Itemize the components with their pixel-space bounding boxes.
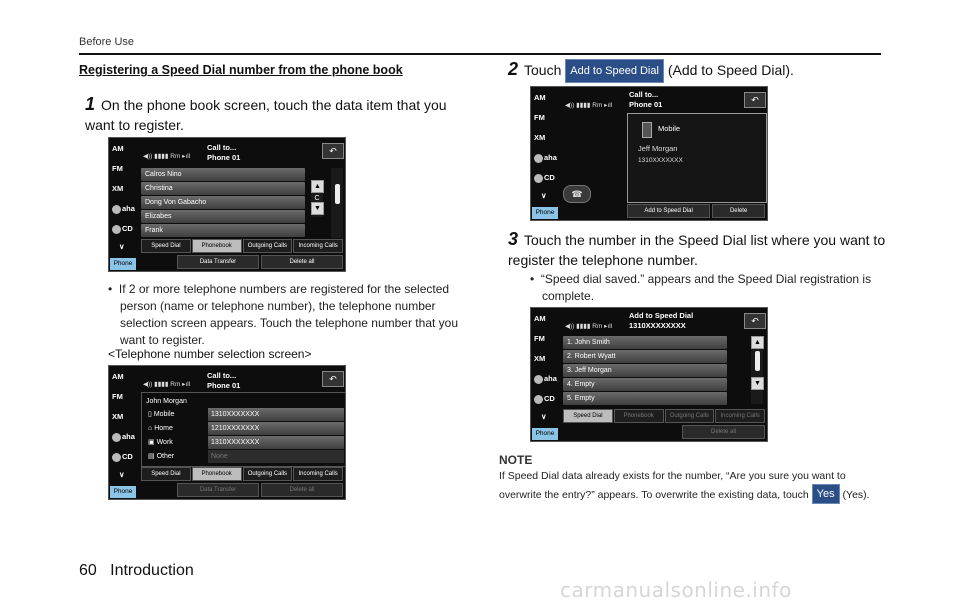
fm-icon[interactable]: FM (112, 164, 123, 173)
xm-icon[interactable]: XM (112, 184, 124, 193)
scrollbar[interactable] (751, 336, 763, 404)
cd-icon[interactable]: CD (112, 224, 133, 234)
list-item[interactable]: Frank (141, 224, 305, 237)
sidebar (531, 87, 561, 220)
cd-icon[interactable]: CD (534, 173, 555, 183)
contact-detail-popup (627, 113, 767, 203)
footer-section: Introduction (110, 562, 194, 579)
xm-icon[interactable]: XM (534, 133, 546, 142)
contact-list (141, 168, 305, 238)
number-row[interactable]: ⌂ Home 1210XXXXXXX (144, 422, 344, 435)
sidebar (531, 308, 561, 441)
more-icon[interactable]: ∨ (119, 242, 125, 251)
number-type: Mobile (658, 124, 681, 133)
speed-dial-list-screen (530, 307, 768, 442)
contact-name: John Morgan (146, 398, 187, 405)
tab-incoming-calls[interactable]: Incoming Calls (293, 467, 343, 481)
status-bar: ◀)) ▮▮▮▮ Rm ▸ıll (143, 153, 191, 160)
section-title: Registering a Speed Dial number from the phone book (79, 63, 403, 77)
number-row: ▤ Other None (144, 450, 344, 463)
more-icon[interactable]: ∨ (119, 470, 125, 479)
step-3-number: 3 (508, 229, 519, 249)
header-rule (79, 53, 881, 55)
cd-icon[interactable]: CD (534, 394, 555, 404)
scroll-down-icon[interactable]: ▼ (311, 202, 324, 215)
data-transfer-button: Data Transfer (177, 483, 259, 497)
speed-dial-list (563, 336, 727, 406)
step-1-text: On the phone book screen, touch the data item that you want to register. (85, 97, 447, 133)
data-transfer-button[interactable]: Data Transfer (177, 255, 259, 269)
screen-title: Call to... Phone 01 (629, 90, 663, 109)
status-bar: ◀)) ▮▮▮▮ Rm ▸ıll (565, 323, 613, 330)
phone-tabs (141, 467, 343, 481)
tab-outgoing-calls[interactable]: Outgoing Calls (243, 467, 293, 481)
screen-title: Add to Speed Dial 1310XXXXXXXX (629, 311, 694, 330)
scroll-thumb[interactable] (335, 184, 340, 204)
work-icon: ▣ (148, 439, 155, 446)
list-item[interactable]: Dong Von Gabacho (141, 196, 305, 209)
status-bar: ◀)) ▮▮▮▮ Rm ▸ıll (565, 102, 613, 109)
contact-detail-screen (530, 86, 768, 221)
caption-number-selection: <Telephone number selection screen> (108, 347, 312, 361)
phone-tabs (141, 239, 343, 253)
phonebook-screen (108, 137, 346, 272)
scroll-thumb[interactable] (755, 351, 760, 371)
home-icon: ⌂ (148, 425, 153, 432)
add-to-speed-dial-label: Add to Speed Dial (565, 59, 664, 83)
number-row[interactable]: ▯ Mobile 1310XXXXXXX (144, 408, 344, 421)
back-icon[interactable]: ↶ (744, 313, 766, 329)
delete-all-button: Delete all (261, 483, 343, 497)
running-header: Before Use (79, 36, 135, 48)
index-letter: C (314, 195, 320, 202)
delete-all-button: Delete all (682, 425, 765, 439)
fm-icon[interactable]: FM (112, 392, 123, 401)
mobile-icon: ▯ (148, 411, 152, 418)
fm-icon[interactable]: FM (534, 113, 545, 122)
bottom-buttons (682, 425, 765, 439)
list-item[interactable]: 4. Empty (563, 378, 727, 391)
step-2-number: 2 (508, 59, 519, 79)
tab-speed-dial[interactable]: Speed Dial (563, 409, 613, 423)
other-icon: ▤ (148, 453, 155, 460)
am-icon[interactable]: AM (534, 93, 546, 102)
list-item[interactable]: 2. Robert Wyatt (563, 350, 727, 363)
phone-tab[interactable]: Phone (110, 258, 136, 270)
bullet-3: • “Speed dial saved.” appears and the Speed Dial registration is complete. (530, 272, 872, 303)
list-item[interactable]: 5. Empty (563, 392, 727, 405)
sidebar (109, 366, 139, 499)
step-1-number: 1 (85, 94, 96, 114)
scroll-track[interactable] (331, 168, 343, 238)
page-footer (79, 562, 194, 580)
back-icon[interactable]: ↶ (744, 92, 766, 108)
cd-icon[interactable]: CD (112, 452, 133, 462)
watermark: carmanualsonline.info (560, 578, 792, 602)
bullet-1: • If 2 or more telephone numbers are registered for the selected person (name or telephone number), the telephone number selection screen appears. Touch the telephone number that you want to register. (108, 282, 459, 347)
tab-speed-dial[interactable]: Speed Dial (141, 467, 191, 481)
contact-name: Jeff Morgan (638, 144, 678, 153)
list-item[interactable]: Calros Nino (141, 168, 305, 181)
phone-tab[interactable]: Phone (532, 428, 558, 440)
delete-button[interactable]: Delete (712, 204, 765, 218)
tab-phonebook[interactable]: Phonebook (192, 239, 242, 253)
yes-label: Yes (812, 484, 840, 504)
screen-title: Call to... Phone 01 (207, 371, 241, 390)
list-item[interactable]: 1. John Smith (563, 336, 727, 349)
aha-icon[interactable]: aha (112, 204, 135, 214)
scroll-down-icon[interactable]: ▼ (751, 377, 764, 390)
tab-incoming-calls: Incoming Calls (715, 409, 765, 423)
tab-outgoing-calls: Outgoing Calls (665, 409, 715, 423)
aha-icon[interactable]: aha (534, 153, 557, 163)
bottom-buttons (177, 255, 343, 269)
note-title: NOTE (499, 453, 533, 467)
xm-icon[interactable]: XM (112, 412, 124, 421)
tab-phonebook: Phonebook (614, 409, 664, 423)
am-icon[interactable]: AM (112, 144, 124, 153)
scrollbar[interactable] (311, 180, 323, 217)
more-icon[interactable]: ∨ (541, 412, 547, 421)
number-selection-screen (108, 365, 346, 500)
delete-all-button[interactable]: Delete all (261, 255, 343, 269)
back-icon[interactable]: ↶ (322, 143, 344, 159)
aha-icon[interactable]: aha (534, 374, 557, 384)
sidebar (109, 138, 139, 271)
list-item[interactable]: Christina (141, 182, 305, 195)
aha-icon[interactable]: aha (112, 432, 135, 442)
list-item[interactable]: 3. Jeff Morgan (563, 364, 727, 377)
screen-title: Call to... Phone 01 (207, 143, 241, 162)
scroll-up-icon[interactable]: ▲ (311, 180, 324, 193)
number-panel (141, 392, 346, 467)
fm-icon[interactable]: FM (534, 334, 545, 343)
am-icon[interactable]: AM (112, 372, 124, 381)
xm-icon[interactable]: XM (534, 354, 546, 363)
step-3: 3 Touch the number in the Speed Dial list where you want to register the telephone number. (508, 229, 886, 268)
phone-tab[interactable]: Phone (532, 207, 558, 219)
phone-handset-icon[interactable]: ☎ (563, 185, 591, 203)
add-to-speed-dial-button[interactable]: Add to Speed Dial (627, 204, 710, 218)
step-1 (85, 94, 465, 135)
more-icon[interactable]: ∨ (541, 191, 547, 200)
step-2: 2 Touch Add to Speed Dial (Add to Speed Dial). (508, 59, 888, 83)
detail-buttons (627, 204, 765, 218)
list-item[interactable]: Elizabes (141, 210, 305, 223)
number-row[interactable]: ▣ Work 1310XXXXXXX (144, 436, 344, 449)
tab-phonebook[interactable]: Phonebook (192, 467, 242, 481)
phone-tabs (563, 409, 765, 423)
scroll-up-icon[interactable]: ▲ (751, 336, 764, 349)
status-bar: ◀)) ▮▮▮▮ Rm ▸ıll (143, 381, 191, 388)
tab-speed-dial[interactable]: Speed Dial (141, 239, 191, 253)
page-number: 60 (79, 562, 97, 579)
tab-incoming-calls[interactable]: Incoming Calls (293, 239, 343, 253)
bottom-buttons (177, 483, 343, 497)
contact-number: 1310XXXXXXX (638, 157, 683, 164)
am-icon[interactable]: AM (534, 314, 546, 323)
back-icon[interactable]: ↶ (322, 371, 344, 387)
phone-tab[interactable]: Phone (110, 486, 136, 498)
tab-outgoing-calls[interactable]: Outgoing Calls (243, 239, 293, 253)
note-text: If Speed Dial data already exists for the number, “Are you sure you want to overwrite the entry?” appears. To overwrite the existing data, touch Yes (Yes). (499, 468, 889, 504)
mobile-phone-icon (642, 122, 652, 138)
